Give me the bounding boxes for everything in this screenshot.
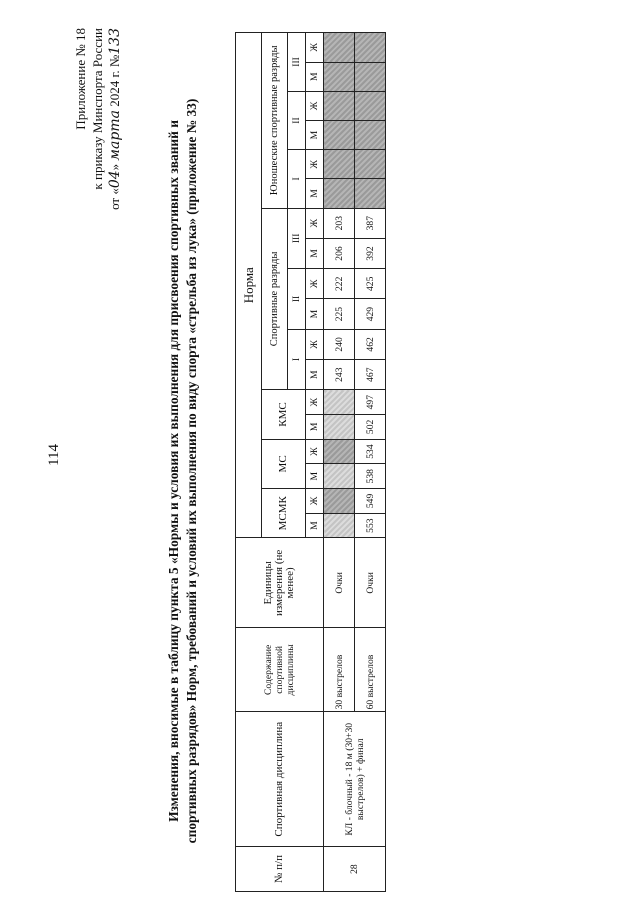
cell-ms-m-2: 538 [355, 464, 386, 489]
header-s1-f: Ж [306, 329, 324, 359]
header-discipline: Спортивная дисциплина [236, 712, 324, 847]
row-num: 28 [324, 847, 386, 892]
header-s3-f: Ж [306, 208, 324, 238]
cell-kms-m-1 [324, 415, 355, 440]
header-norma: Норма [236, 33, 262, 538]
header-youth-rank-3: III [288, 33, 306, 92]
annex-date: от «04» марта 2024 г. №133 [107, 28, 123, 210]
cell-y1-f-2 [355, 150, 386, 179]
header-youth-ranks: Юношеские спортивные разряды [262, 33, 288, 209]
cell-msmk-m-2: 553 [355, 513, 386, 538]
header-s1-m: М [306, 360, 324, 390]
cell-y2-m-2 [355, 121, 386, 150]
cell-kms-f-1 [324, 390, 355, 415]
header-y2-f: Ж [306, 91, 324, 120]
header-sport-rank-3: III [288, 208, 306, 269]
header-sport-rank-1: I [288, 329, 306, 390]
cell-ms-f-2: 534 [355, 439, 386, 464]
header-msmk-f: Ж [306, 489, 324, 514]
page-number: 114 [46, 444, 62, 466]
cell-kms-f-2: 497 [355, 390, 386, 415]
row-discipline: КЛ - блочный - 18 м (30+30 выстрелов) + финал [324, 712, 386, 847]
title-line-2: спортивных разрядов» Норм, требований и условий их выполнения по виду спорта «стрельба из лука» (приложение № 33) [183, 98, 199, 844]
cell-s1-f-2: 462 [355, 329, 386, 359]
header-units: Единицы измерения (не менее) [236, 538, 324, 628]
header-y3-f: Ж [306, 33, 324, 63]
annex-title: Приложение № 18 [73, 28, 88, 130]
header-s2-f: Ж [306, 269, 324, 299]
header-s3-m: М [306, 238, 324, 268]
header-ms-f: Ж [306, 439, 324, 464]
cell-y3-m-1 [324, 62, 355, 91]
cell-y3-f-2 [355, 33, 386, 63]
header-num: № п/п [236, 847, 324, 892]
header-sport-rank-2: II [288, 269, 306, 330]
document-title [165, 26, 200, 916]
header-ms-m: М [306, 464, 324, 489]
header-youth-rank-1: I [288, 150, 306, 208]
header-sport-ranks: Спортивные разряды [262, 208, 288, 390]
cell-s3-m-1: 206 [324, 238, 355, 268]
cell-msmk-f-1 [324, 489, 355, 514]
norms-table [235, 32, 386, 892]
annex-number: 133 [107, 28, 123, 55]
cell-ms-m-1 [324, 464, 355, 489]
header-y1-m: М [306, 179, 324, 208]
cell-y3-f-1 [324, 33, 355, 63]
cell-s3-m-2: 392 [355, 238, 386, 268]
cell-s3-f-2: 387 [355, 208, 386, 238]
cell-s1-m-1: 243 [324, 360, 355, 390]
cell-y2-f-2 [355, 91, 386, 120]
cell-y2-f-1 [324, 91, 355, 120]
header-msmk-m: М [306, 513, 324, 538]
table-row [324, 33, 355, 892]
cell-s2-m-1: 225 [324, 299, 355, 329]
header-ms: МС [262, 439, 306, 488]
cell-s3-f-1: 203 [324, 208, 355, 238]
row-units-2: Очки [355, 538, 386, 628]
header-y2-m: М [306, 121, 324, 150]
header-kms: КМС [262, 390, 306, 439]
annex-month: марта [107, 110, 123, 161]
header-y3-m: М [306, 62, 324, 91]
row-content-1: 30 выстрелов [324, 628, 355, 712]
annex-block [72, 28, 124, 228]
cell-ms-f-1 [324, 439, 355, 464]
header-kms-m: М [306, 415, 324, 440]
cell-msmk-m-1 [324, 513, 355, 538]
header-s2-m: М [306, 299, 324, 329]
cell-y1-m-2 [355, 179, 386, 208]
cell-s2-m-2: 429 [355, 299, 386, 329]
cell-y1-f-1 [324, 150, 355, 179]
title-line-1: Изменения, вносимые в таблицу пункта 5 «Нормы и условия их выполнения для присвоения спортивных званий и [166, 120, 181, 822]
header-youth-rank-2: II [288, 91, 306, 149]
annex-day: 04 [107, 170, 123, 189]
cell-msmk-f-2: 549 [355, 489, 386, 514]
cell-s1-m-2: 467 [355, 360, 386, 390]
cell-y2-m-1 [324, 121, 355, 150]
cell-s1-f-1: 240 [324, 329, 355, 359]
header-content: Содержание спортивной дисциплины [236, 628, 324, 712]
annex-order: к приказу Минспорта России [90, 28, 105, 190]
header-y1-f: Ж [306, 150, 324, 179]
norms-table-wrap [235, 32, 385, 892]
row-content-2: 60 выстрелов [355, 628, 386, 712]
cell-y3-m-2 [355, 62, 386, 91]
cell-y1-m-1 [324, 179, 355, 208]
header-kms-f: Ж [306, 390, 324, 415]
cell-kms-m-2: 502 [355, 415, 386, 440]
row-units-1: Очки [324, 538, 355, 628]
header-msmk: МСМК [262, 489, 306, 538]
cell-s2-f-1: 222 [324, 269, 355, 299]
cell-s2-f-2: 425 [355, 269, 386, 299]
